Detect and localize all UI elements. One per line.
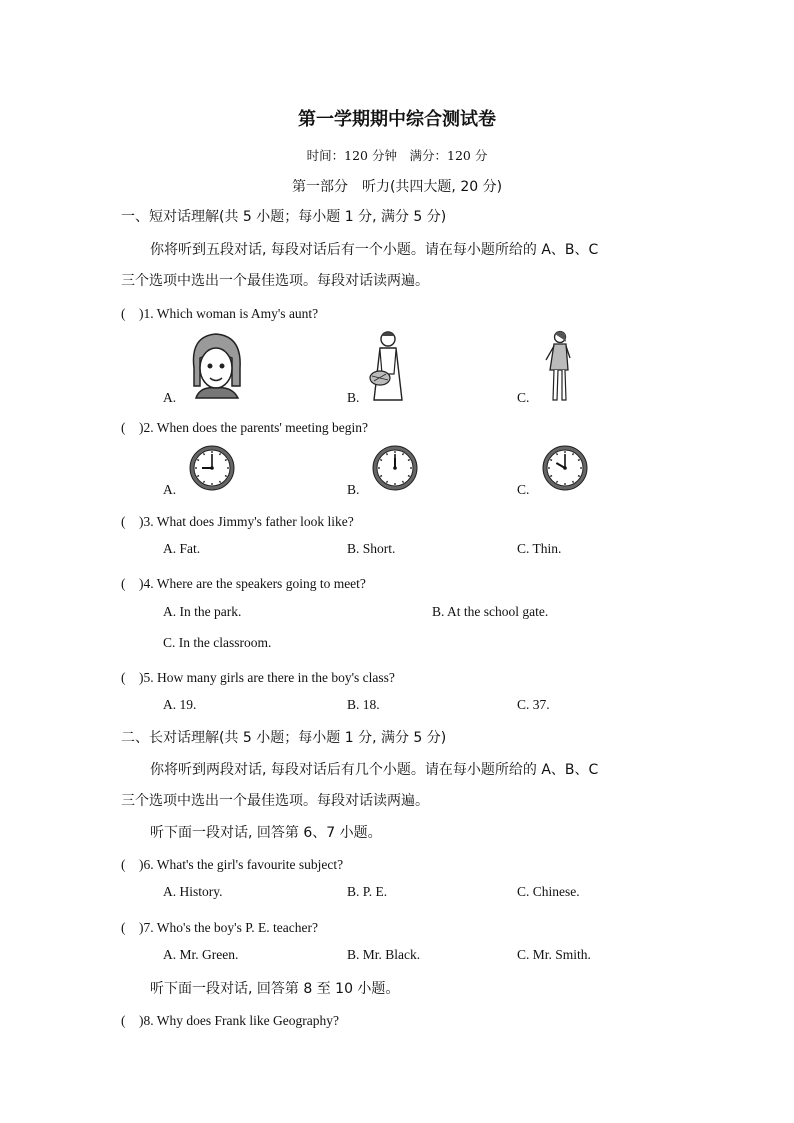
woman-with-basket-image[interactable] xyxy=(366,330,412,402)
q2-option-c-label: C. xyxy=(517,482,530,497)
question-5 xyxy=(121,666,395,686)
woman-cartoon-face-image[interactable] xyxy=(186,328,246,400)
q7-option-b[interactable]: B. Mr. Black. xyxy=(347,947,421,962)
answer-blank[interactable]: ( )2. xyxy=(121,420,154,435)
q3-option-a[interactable]: A. Fat. xyxy=(163,541,201,556)
clock-icon-a[interactable] xyxy=(188,444,236,492)
q2-option-a-label: A. xyxy=(163,482,177,497)
question-6 xyxy=(121,853,343,873)
answer-blank[interactable]: ( )3. xyxy=(121,514,154,529)
clock-center-pin xyxy=(393,466,397,470)
question-2 xyxy=(121,416,368,436)
question-text: Who's the boy's P. E. teacher? xyxy=(156,920,318,935)
dialogue-lead-2: 听下面一段对话, 回答第 8 至 10 小题。 xyxy=(150,981,400,997)
section1-instruction-line1: 你将听到五段对话, 每段对话后有一个小题。请在每小题所给的 A、B、C xyxy=(150,242,599,258)
exam-info: 时间：120 分钟 满分：120 分 xyxy=(306,148,488,163)
section1-instruction-line2: 三个选项中选出一个最佳选项。每段对话读两遍。 xyxy=(121,273,429,289)
question-8 xyxy=(121,1009,339,1029)
answer-blank[interactable]: ( )8. xyxy=(121,1013,154,1028)
q4-option-a[interactable]: A. In the park. xyxy=(163,604,242,619)
answer-blank[interactable]: ( )5. xyxy=(121,670,154,685)
q4-option-b[interactable]: B. At the school gate. xyxy=(432,604,549,619)
question-4 xyxy=(121,572,366,592)
q6-option-c[interactable]: C. Chinese. xyxy=(517,884,580,899)
question-text: How many girls are there in the boy's class? xyxy=(157,670,395,685)
question-text: Where are the speakers going to meet? xyxy=(156,576,366,591)
section2-instruction-line2: 三个选项中选出一个最佳选项。每段对话读两遍。 xyxy=(121,793,429,809)
section2-instruction-line1: 你将听到两段对话, 每段对话后有几个小题。请在每小题所给的 A、B、C xyxy=(150,762,599,778)
q5-option-b[interactable]: B. 18. xyxy=(347,697,380,712)
question-7 xyxy=(121,916,318,936)
question-1 xyxy=(121,302,318,322)
q6-option-a[interactable]: A. History. xyxy=(163,884,223,899)
q5-option-a[interactable]: A. 19. xyxy=(163,697,197,712)
q1-option-a-label: A. xyxy=(163,390,177,405)
clock-icon-b[interactable] xyxy=(371,444,419,492)
clock-icon-c[interactable] xyxy=(541,444,589,492)
question-3 xyxy=(121,510,354,530)
question-text: When does the parents' meeting begin? xyxy=(156,420,368,435)
page-title: 第一学期期中综合测试卷 xyxy=(298,109,496,130)
answer-blank[interactable]: ( )1. xyxy=(121,306,154,321)
answer-blank[interactable]: ( )6. xyxy=(121,857,154,872)
q1-option-c-label: C. xyxy=(517,390,530,405)
section2-heading: 二、长对话理解(共 5 小题；每小题 1 分, 满分 5 分) xyxy=(121,730,447,746)
question-text: What's the girl's favourite subject? xyxy=(156,857,344,872)
clock-center-pin xyxy=(210,466,214,470)
question-text: Which woman is Amy's aunt? xyxy=(156,306,319,321)
clock-center-pin xyxy=(563,466,567,470)
q3-option-b[interactable]: B. Short. xyxy=(347,541,396,556)
q2-option-b-label: B. xyxy=(347,482,360,497)
section1-heading: 一、短对话理解(共 5 小题；每小题 1 分, 满分 5 分) xyxy=(121,209,447,225)
q3-option-c[interactable]: C. Thin. xyxy=(517,541,562,556)
answer-blank[interactable]: ( )7. xyxy=(121,920,154,935)
q7-option-c[interactable]: C. Mr. Smith. xyxy=(517,947,591,962)
q1-option-b-label: B. xyxy=(347,390,360,405)
part-heading: 第一部分 听力(共四大题, 20 分) xyxy=(291,179,503,195)
q6-option-b[interactable]: B. P. E. xyxy=(347,884,388,899)
q7-option-a[interactable]: A. Mr. Green. xyxy=(163,947,239,962)
question-text: Why does Frank like Geography? xyxy=(156,1013,339,1028)
woman-in-dress-image[interactable] xyxy=(540,330,574,404)
answer-blank[interactable]: ( )4. xyxy=(121,576,154,591)
q5-option-c[interactable]: C. 37. xyxy=(517,697,550,712)
question-text: What does Jimmy's father look like? xyxy=(156,514,354,529)
q4-option-c[interactable]: C. In the classroom. xyxy=(163,635,272,650)
dialogue-lead-1: 听下面一段对话, 回答第 6、7 小题。 xyxy=(150,825,382,841)
